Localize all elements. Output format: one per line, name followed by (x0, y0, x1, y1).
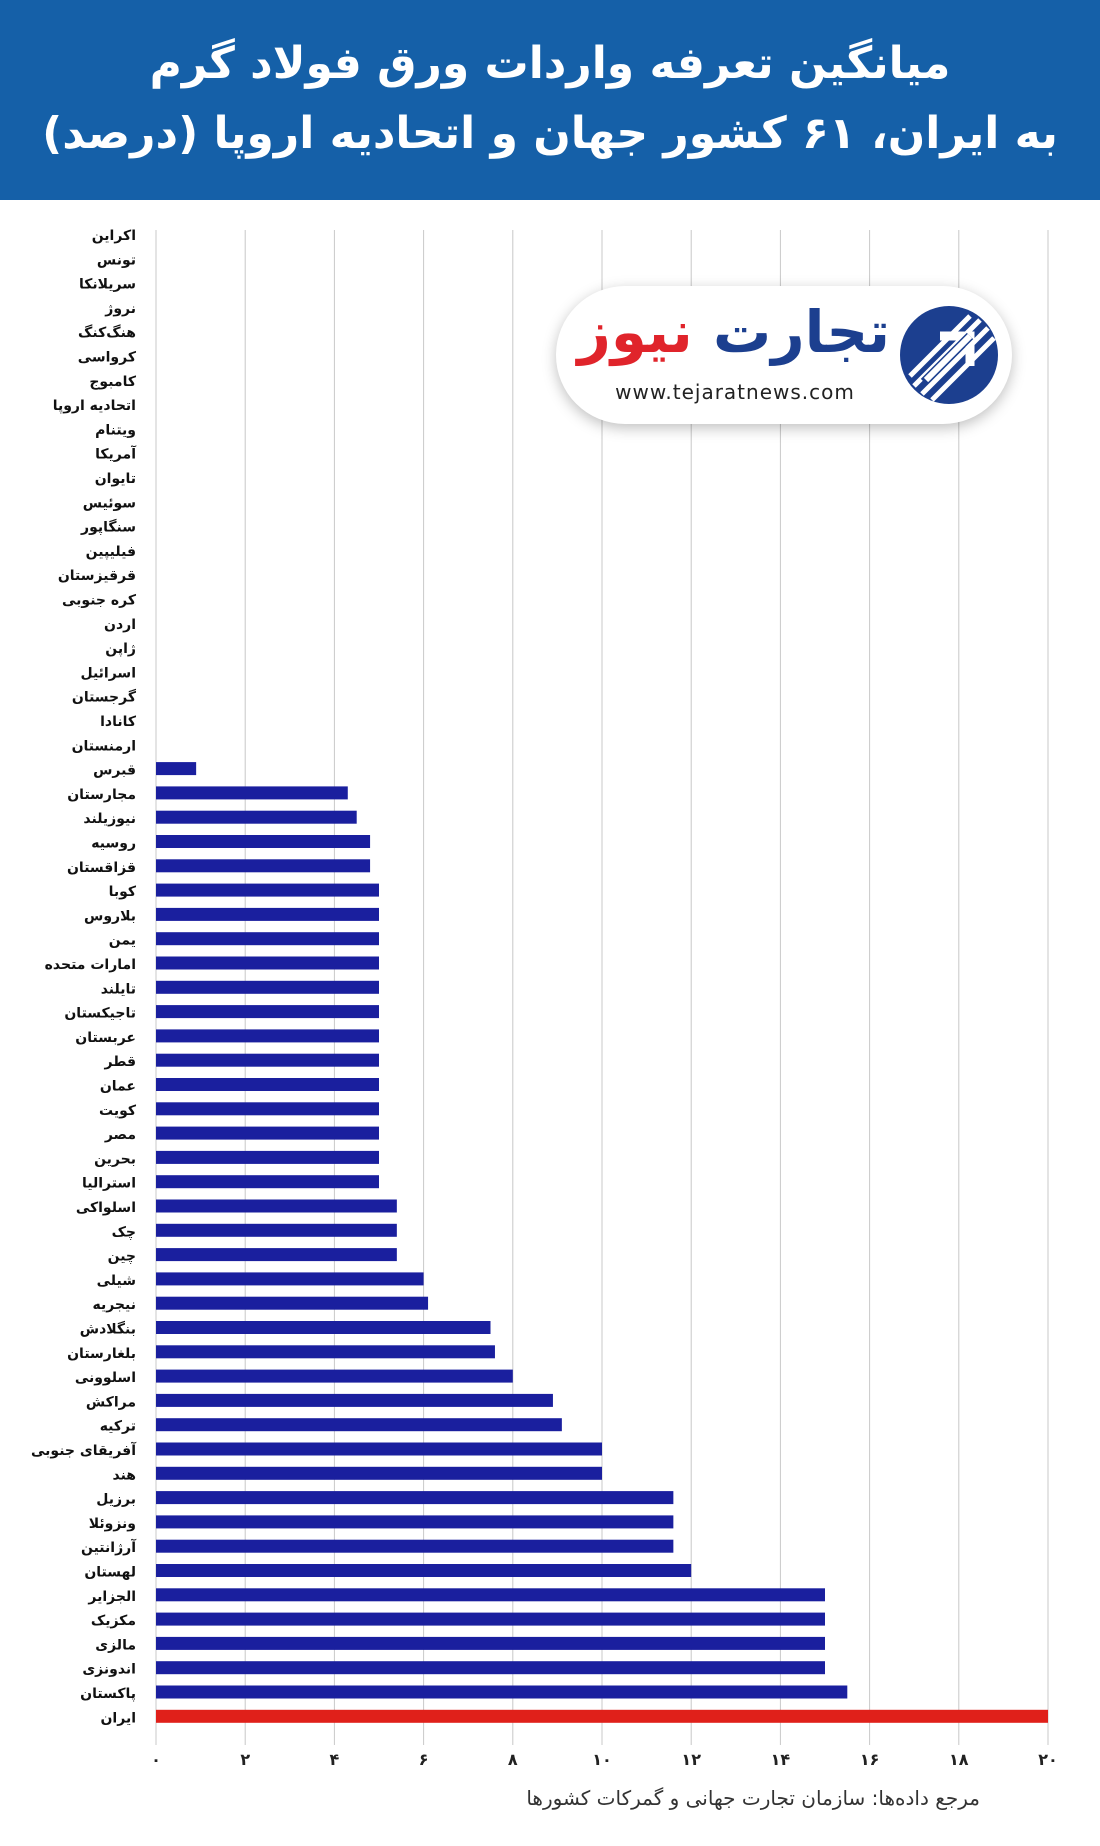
bar-highlight (156, 1710, 1048, 1723)
category-label: اسلواکی (75, 1200, 136, 1216)
category-label: مراکش (85, 1394, 136, 1411)
category-label: سریلانکا (78, 276, 136, 293)
category-label: آفریقای جنوبی (31, 1443, 136, 1459)
category-label: یمن (108, 932, 136, 949)
category-label: بحرین (94, 1151, 136, 1168)
bar (156, 1637, 825, 1650)
bar (156, 1394, 553, 1407)
category-label: ویتنام (95, 422, 136, 439)
bar (156, 835, 370, 848)
category-label: نروژ (105, 300, 136, 317)
category-label: قبرس (93, 762, 136, 779)
category-label: امارات متحده (44, 957, 136, 973)
bar (156, 1491, 673, 1504)
x-tick-label: ۱۴ (770, 1750, 791, 1769)
category-label: گرجستان (71, 689, 136, 706)
category-label: مصر (104, 1127, 136, 1144)
category-label: شیلی (96, 1272, 136, 1289)
data-source-note: مرجع داده‌ها: سازمان تجارت جهانی و گمرکات کشورها (526, 1786, 980, 1810)
category-label: بلغارستان (67, 1345, 136, 1362)
category-label: قطر (104, 1054, 136, 1071)
category-label: نیوزیلند (83, 811, 136, 828)
category-label: آرژانتین (80, 1540, 136, 1557)
category-label: هند (112, 1467, 136, 1484)
category-label: پاکستان (80, 1686, 136, 1702)
x-tick-label: ۲۰ (1038, 1750, 1058, 1769)
bar (156, 1200, 397, 1213)
category-label: فیلیپین (85, 543, 136, 560)
x-tick-label: ۶ (418, 1750, 429, 1769)
category-label: عمان (99, 1078, 136, 1095)
category-label: چین (107, 1248, 136, 1265)
x-tick-label: ۱۶ (859, 1750, 880, 1769)
bar (156, 1564, 691, 1577)
category-label: کوبا (108, 884, 136, 901)
bar (156, 1613, 825, 1626)
bar (156, 1588, 825, 1601)
bar (156, 1418, 562, 1431)
bar (156, 1345, 495, 1358)
bar (156, 786, 348, 799)
category-label: بنگلادش (79, 1321, 136, 1338)
category-label: کویت (99, 1102, 136, 1119)
bar (156, 1661, 825, 1674)
category-label: اندونزی (82, 1661, 136, 1678)
x-tick-label: ۲ (240, 1750, 251, 1769)
bar (156, 1175, 379, 1188)
category-label: نیجریه (92, 1297, 136, 1314)
category-label: تایلند (100, 981, 136, 998)
tejaratnews-logo-icon (900, 306, 998, 404)
bar (156, 1321, 491, 1334)
category-label: تایوان (94, 471, 136, 487)
bar (156, 1515, 673, 1528)
bar (156, 811, 357, 824)
category-label: آمریکا (95, 446, 136, 463)
category-label: چک (111, 1224, 136, 1241)
bar (156, 1370, 513, 1383)
category-label: قزاقستان (66, 859, 136, 876)
bar (156, 957, 379, 970)
x-tick-label: ۸ (507, 1750, 518, 1769)
x-tick-label: ۱۸ (949, 1750, 969, 1769)
category-label: برزیل (96, 1491, 136, 1508)
bar (156, 859, 370, 872)
logo-word-news: نیوز (577, 298, 693, 366)
category-label: لهستان (84, 1564, 136, 1581)
bar (156, 1297, 428, 1310)
bar (156, 932, 379, 945)
bar (156, 1151, 379, 1164)
category-label: هنگ‌کنگ (78, 325, 136, 342)
category-label: ونزوئلا (88, 1515, 136, 1532)
category-label: اسلوونی (74, 1370, 136, 1387)
category-label: ارمنستان (71, 738, 136, 755)
category-label: اردن (104, 616, 136, 633)
category-label: استرالیا (81, 1175, 136, 1192)
chart-title-line-2: به ایران، ۶۱ کشور جهان و اتحادیه اروپا (درصد) (42, 108, 1058, 159)
bar-chart (0, 200, 1100, 1790)
category-label: سوئیس (82, 495, 136, 512)
chart-title-line-1: میانگین تعرفه واردات ورق فولاد گرم (149, 38, 951, 89)
bar (156, 1540, 673, 1553)
bar (156, 908, 379, 921)
category-label: عربستان (75, 1029, 136, 1046)
x-tick-label: ۴ (329, 1750, 340, 1769)
category-label: اتحادیه اروپا (52, 398, 136, 415)
bar (156, 1224, 397, 1237)
category-label: اسرائیل (80, 665, 136, 682)
bar (156, 884, 379, 897)
category-label: اکراین (91, 228, 136, 244)
bar (156, 762, 196, 775)
category-label: کانادا (100, 714, 136, 730)
x-tick-label: ۱۲ (681, 1750, 701, 1769)
category-label: مجارستان (67, 786, 136, 803)
category-label: ژاپن (105, 641, 136, 658)
bar (156, 1102, 379, 1115)
bar (156, 1272, 424, 1285)
bar (156, 1078, 379, 1091)
x-tick-label: ۱۰ (592, 1750, 612, 1769)
bar (156, 1127, 379, 1140)
category-label: کرواسی (77, 349, 136, 366)
bar (156, 1443, 602, 1456)
category-label: ترکیه (99, 1418, 136, 1435)
category-label: مالزی (95, 1637, 136, 1654)
bar (156, 1054, 379, 1067)
bar (156, 1248, 397, 1261)
category-label: کامبوج (89, 373, 136, 390)
x-tick-label: ۰ (151, 1750, 161, 1769)
bar (156, 981, 379, 994)
header-banner (0, 0, 1100, 200)
tejaratnews-logo (556, 286, 1012, 424)
bar (156, 1005, 379, 1018)
category-label: سنگاپور (81, 519, 136, 536)
category-label: روسیه (91, 835, 136, 852)
category-label: قرقیزستان (57, 568, 136, 585)
bar (156, 1467, 602, 1480)
logo-wordmark (577, 298, 890, 366)
category-label: کره جنوبی (62, 592, 136, 609)
logo-url: www.tejaratnews.com (615, 380, 855, 404)
bar (156, 1029, 379, 1042)
category-label: الجزایر (88, 1588, 136, 1605)
category-label: ایران (100, 1710, 136, 1727)
category-label: تاجیکستان (64, 1005, 136, 1022)
category-label: بلاروس (84, 908, 136, 925)
logo-word-tejarat: تجارت (712, 298, 890, 366)
category-label: تونس (96, 252, 136, 269)
category-label: مکزیک (90, 1613, 136, 1630)
bar (156, 1686, 847, 1699)
